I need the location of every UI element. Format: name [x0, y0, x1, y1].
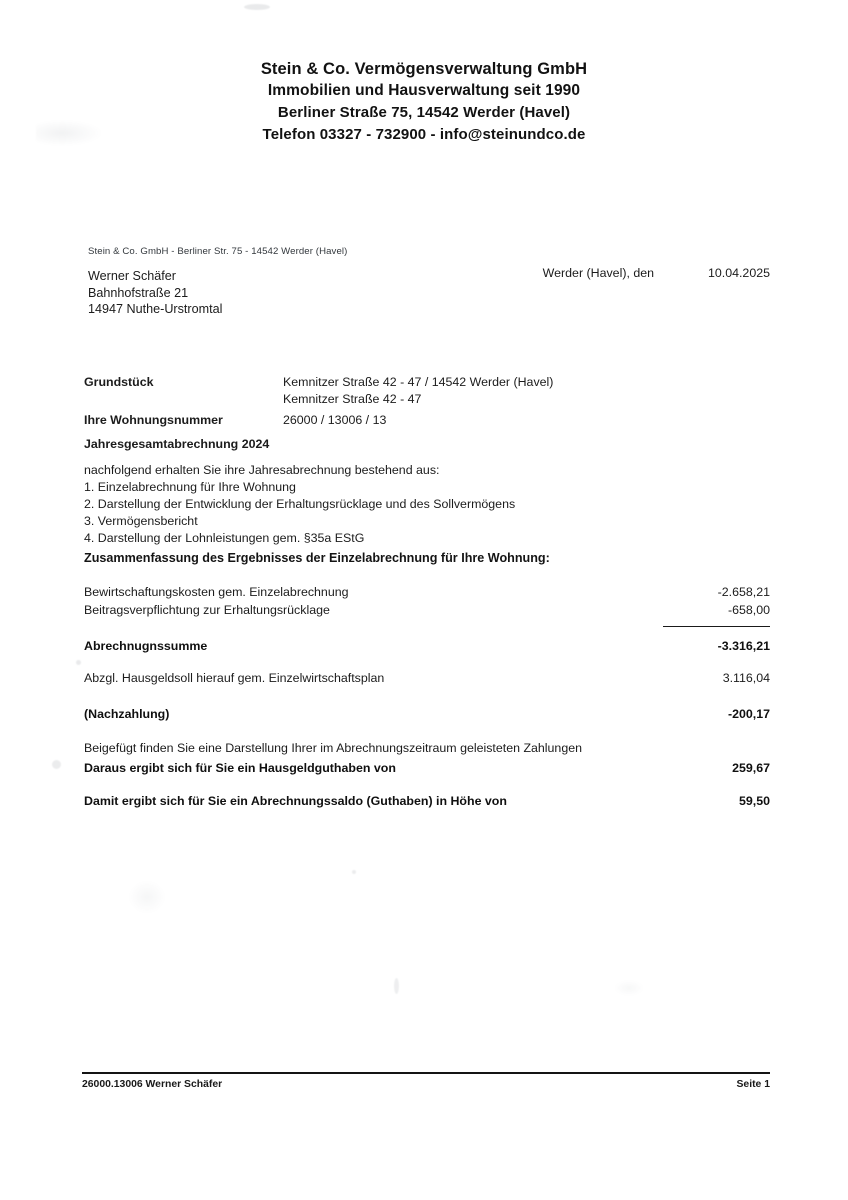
list-item: 3. Vermögensbericht [84, 514, 198, 528]
scan-artifact [614, 980, 644, 996]
property-line-1: Kemnitzer Straße 42 - 47 / 14542 Werder (Havel) [283, 375, 554, 389]
amount-value: 259,67 [732, 761, 770, 775]
list-item: 4. Darstellung der Lohnleistungen gem. §35a EStG [84, 531, 365, 545]
amount-value: 59,50 [738, 794, 770, 808]
company-tagline: Immobilien und Hausverwaltung seit 1990 [267, 82, 581, 99]
recipient-name: Werner Schäfer [88, 269, 176, 283]
scan-artifact [76, 660, 81, 665]
amount-value: 3.116,04 [722, 671, 770, 685]
letterhead [0, 58, 848, 146]
amount-value: -200,17 [727, 707, 770, 721]
property-value [283, 374, 553, 407]
intro-lead-text: nachfolgend erhalten Sie ihre Jahresabrechnung bestehend aus: [84, 463, 440, 477]
scan-artifact [128, 880, 166, 914]
statement-title: Jahresgesamtabrechnung 2024 [84, 437, 270, 451]
unit-number-value [283, 412, 386, 429]
amount-label: Bewirtschaftungskosten gem. Einzelabrechnung [84, 585, 349, 599]
company-name: Stein & Co. Vermögensverwaltung GmbH [260, 60, 588, 78]
amount-value: -658,00 [727, 603, 770, 617]
amount-value: -3.316,21 [717, 639, 770, 653]
recipient-city: 14947 Nuthe-Urstromtal [88, 302, 223, 316]
enclosure-list [84, 479, 774, 547]
scan-artifact [52, 760, 61, 769]
intro-block [84, 436, 774, 547]
unit-number-label: Ihre Wohnungsnummer [84, 413, 223, 427]
list-item: 2. Darstellung der Entwicklung der Erhaltungsrücklage und des Sollvermögens [84, 497, 516, 511]
dateline-place: Werder (Havel), den [542, 266, 654, 280]
scan-artifact [352, 870, 356, 874]
unit-number-text: 26000 / 13006 / 13 [283, 413, 387, 427]
property-label: Grundstück [84, 375, 154, 389]
property-line-2: Kemnitzer Straße 42 - 47 [283, 391, 422, 406]
sender-return-address: Stein & Co. GmbH - Berliner Str. 75 - 14542 Werder (Havel) [88, 246, 348, 257]
scan-artifact [244, 4, 270, 10]
dateline-date: 10.04.2025 [707, 266, 770, 280]
list-item: 1. Einzelabrechnung für Ihre Wohnung [84, 480, 296, 494]
amount-label: Abrechnugnssumme [84, 639, 208, 653]
amount-label: Beigefügt finden Sie eine Darstellung Ihrer im Abrechnungszeitraum geleisteten Zahlungen [84, 741, 582, 755]
amount-label: Daraus ergibt sich für Sie ein Hausgeldguthaben von [84, 761, 396, 775]
company-address: Berliner Straße 75, 14542 Werder (Havel) [277, 104, 571, 121]
amount-label: Damit ergibt sich für Sie ein Abrechnungssaldo (Guthaben) in Höhe von [84, 794, 507, 808]
scan-artifact [394, 978, 399, 994]
recipient-address [88, 268, 222, 318]
company-contact: Telefon 03327 - 732900 - info@steinundco.de [262, 126, 586, 143]
recipient-street: Bahnhofstraße 21 [88, 285, 189, 300]
footer-reference: 26000.13006 Werner Schäfer [82, 1079, 223, 1090]
amount-label: Beitragsverpflichtung zur Erhaltungsrücklage [84, 603, 330, 617]
amount-label: (Nachzahlung) [84, 707, 170, 721]
footer-page-number: Seite 1 [736, 1079, 770, 1090]
total-separator-rule [663, 626, 770, 627]
amount-label: Abzgl. Hausgeldsoll hierauf gem. Einzelwirtschaftsplan [84, 671, 385, 685]
amount-value: -2.658,21 [717, 585, 770, 599]
summary-heading: Zusammenfassung des Ergebnisses der Einzelabrechnung für Ihre Wohnung: [84, 551, 550, 565]
footer-divider [82, 1072, 770, 1074]
